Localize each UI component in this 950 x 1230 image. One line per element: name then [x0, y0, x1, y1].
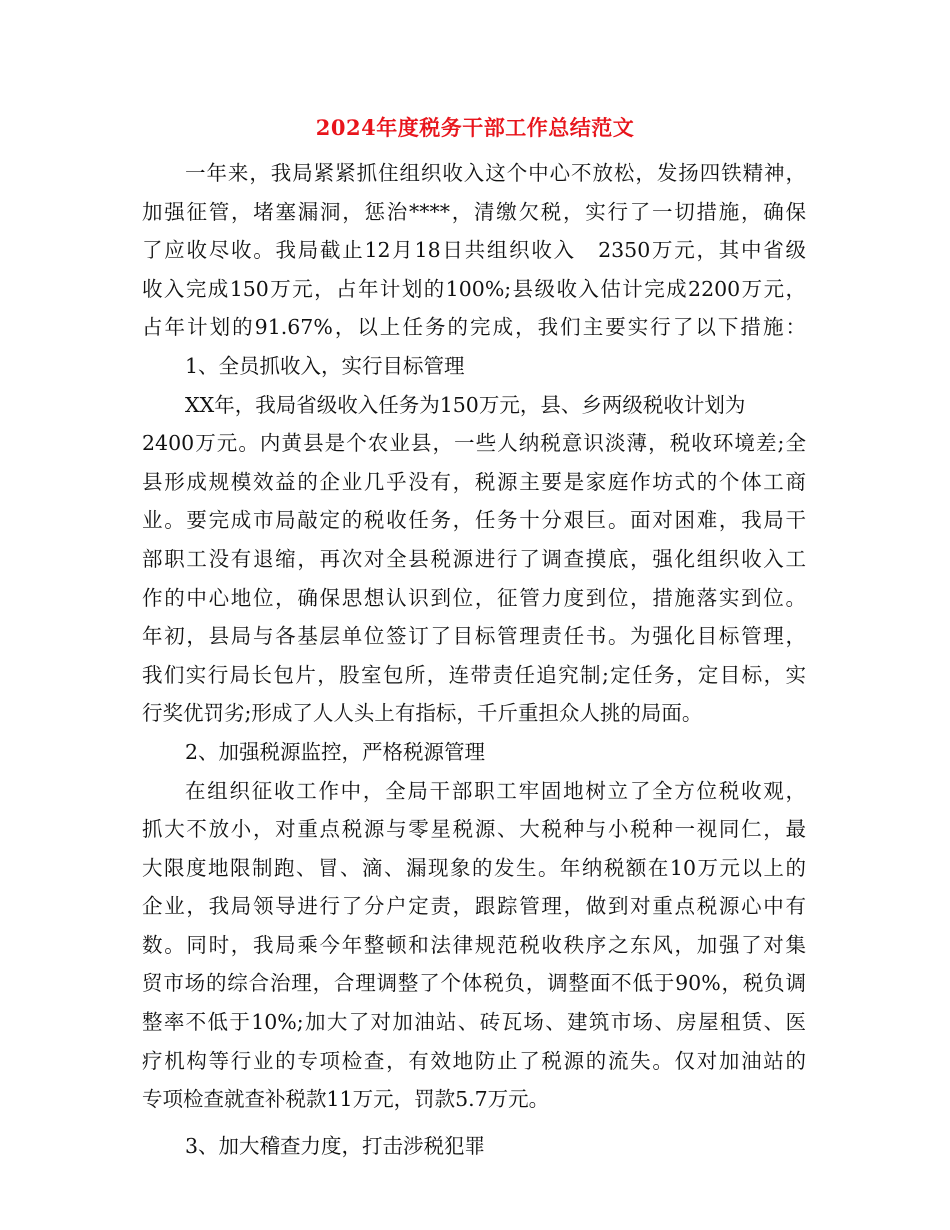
paragraph-line: 数。同时，我局乘今年整顿和法律规范税收秩序之东风，加强了对集 [142, 932, 806, 957]
paragraph-line: XX年，我局省级收入任务为150万元，县、乡两级税收计划为 [185, 392, 746, 417]
paragraph-line: 了应收尽收。我局截止12月18日共组织收入 2350万元，其中省级 [142, 238, 806, 263]
paragraph-line: 一年来，我局紧紧抓住组织收入这个中心不放松，发扬四铁精神， [185, 161, 806, 185]
paragraph-line: 贸市场的综合治理，合理调整了个体税负，调整面不低于90%，税负调 [142, 971, 806, 996]
paragraph-line: 我们实行局长包片，股室包所，连带责任追究制;定任务，定目标，实 [142, 662, 806, 687]
paragraph-line: 加强征管，堵塞漏洞，惩治****，清缴欠税，实行了一切措施，确保 [142, 199, 806, 224]
paragraph-line: 2400万元。内黄县是个农业县，一些人纳税意识淡薄，税收环境差;全 [142, 431, 806, 456]
paragraph-line: 疗机构等行业的专项检查，有效地防止了税源的流失。仅对加油站的 [142, 1048, 806, 1073]
section-heading: 1、全员抓收入，实行目标管理 [185, 353, 465, 378]
paragraph-line: 专项检查就查补税款11万元，罚款5.7万元。 [142, 1087, 550, 1112]
paragraph-line: 占年计划的91.67%，以上任务的完成，我们主要实行了以下措施： [142, 315, 806, 340]
section-heading: 2、加强税源监控，严格税源管理 [185, 739, 486, 764]
paragraph-line: 作的中心地位，确保思想认识到位，征管力度到位，措施落实到位。 [142, 585, 806, 610]
document-title: 2024年度税务干部工作总结范文 [315, 115, 635, 140]
paragraph-line: 县形成规模效益的企业几乎没有，税源主要是家庭作坊式的个体工商 [142, 469, 806, 494]
paragraph-line: 企业，我局领导进行了分户定责，跟踪管理，做到对重点税源心中有 [142, 894, 806, 919]
paragraph-line: 抓大不放小，对重点税源与零星税源、大税种与小税种一视同仁，最 [142, 817, 806, 842]
spacer [142, 1119, 806, 1127]
document-body [142, 154, 806, 1165]
paragraph-line: 大限度地限制跑、冒、滴、漏现象的发生。年纳税额在10万元以上的 [142, 855, 806, 880]
paragraph-line: 行奖优罚劣;形成了人人头上有指标，千斤重担众人挑的局面。 [142, 701, 703, 726]
paragraph-line: 年初，县局与各基层单位签订了目标管理责任书。为强化目标管理， [142, 624, 806, 649]
paragraph-line: 在组织征收工作中，全局干部职工牢固地树立了全方位税收观， [185, 778, 806, 803]
paragraph-line: 收入完成150万元，占年计划的100%;县级收入估计完成2200万元， [142, 276, 806, 301]
section-heading: 3、加大稽查力度，打击涉税犯罪 [185, 1133, 486, 1158]
paragraph-line: 部职工没有退缩，再次对全县税源进行了调查摸底，强化组织收入工 [142, 546, 806, 571]
paragraph-line: 业。要完成市局敲定的税收任务，任务十分艰巨。面对困难，我局干 [142, 508, 806, 533]
paragraph-line: 整率不低于10%;加大了对加油站、砖瓦场、建筑市场、房屋租赁、医 [142, 1010, 806, 1035]
